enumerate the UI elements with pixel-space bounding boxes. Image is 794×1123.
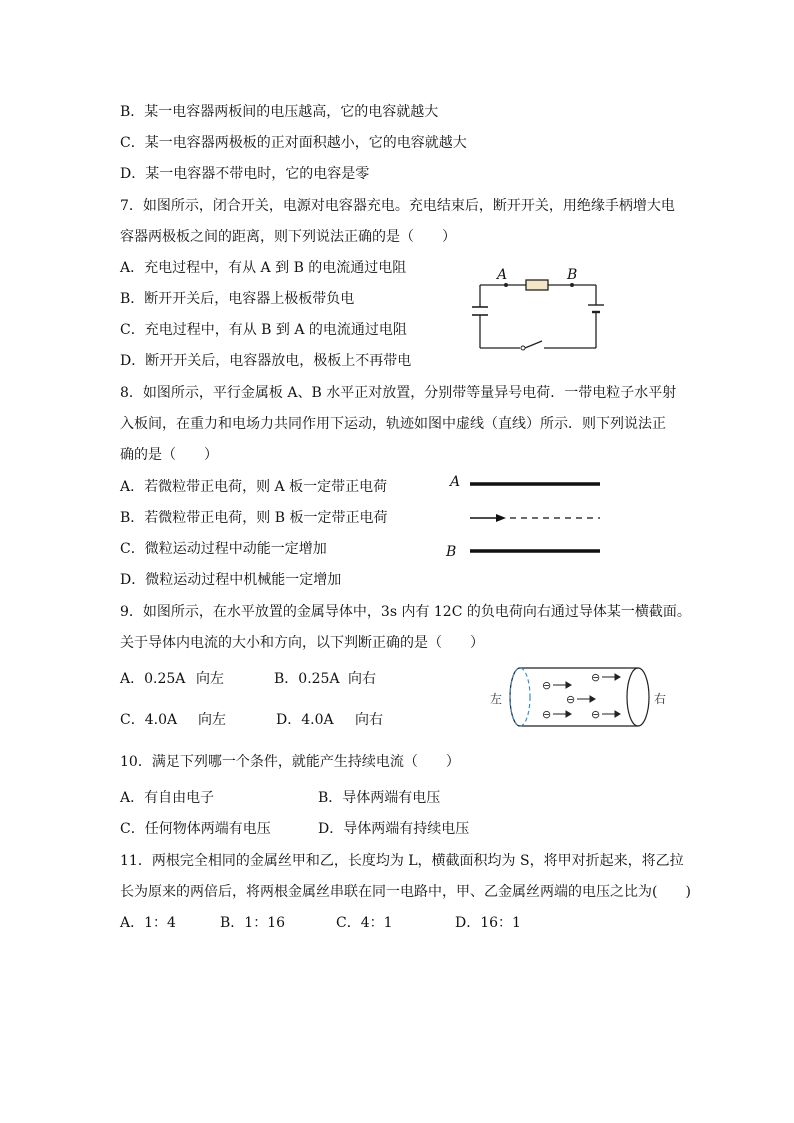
electron-icon: ⊖ xyxy=(591,671,601,684)
q11-stem-line2: 长为原来的两倍后，将两根金属丝串联在同一电路中，甲、乙金属丝两端的电压之比为( ) xyxy=(120,884,691,900)
q9-option-a-direction: 向左 xyxy=(196,671,224,687)
q11-option-c: C．4：1 xyxy=(336,915,393,931)
q9-option-c-direction: 向左 xyxy=(198,712,226,728)
q7-stem-line2: 容器两极板之间的距离，则下列说法正确的是（ ） xyxy=(120,229,456,245)
q9-option-d-value: D．4.0A xyxy=(276,712,334,728)
q10-option-a: A．有自由电子 xyxy=(120,790,215,806)
q9-label-left: 左 xyxy=(490,692,503,706)
q11-option-a: A．1：4 xyxy=(120,915,176,931)
q7-option-d: D．断开开关后，电容器放电，极板上不再带电 xyxy=(120,353,412,369)
arrow-head-icon xyxy=(496,514,506,522)
q9-option-c-value: C．4.0A xyxy=(120,712,178,728)
q10-stem: 10．满足下列哪一个条件，就能产生持续电流（ ） xyxy=(120,754,460,770)
switch-blade xyxy=(525,341,542,348)
q8-stem-line1: 8．如图所示，平行金属板 A、B 水平正对放置，分别带等量异号电荷．一带电粒子水平射 xyxy=(120,385,677,401)
cross-section-dashed xyxy=(510,668,530,726)
q8-label-b: B xyxy=(446,544,457,560)
q7-option-a: A．充电过程中，有从 A 到 B 的电流通过电阻 xyxy=(120,260,407,276)
q9-option-b-direction: 向右 xyxy=(348,671,376,687)
electron-icon: ⊖ xyxy=(591,708,601,721)
electron-icon: ⊖ xyxy=(566,693,576,706)
q11-option-d: D．16：1 xyxy=(455,915,521,931)
q9-option-d-direction: 向右 xyxy=(355,712,383,728)
q8-label-a: A xyxy=(450,474,461,490)
q9-stem-line1: 9．如图所示，在水平放置的金属导体中，3s 内有 12C 的负电荷向右通过导体某一横截面。 xyxy=(120,604,691,620)
q7-circuit-diagram xyxy=(470,265,610,355)
q9-label-right: 右 xyxy=(654,692,667,706)
q8-option-b: B．若微粒带正电荷，则 B 板一定带正电荷 xyxy=(120,510,388,526)
q6-option-d: D．某一电容器不带电时，它的电容是零 xyxy=(120,166,370,182)
q8-stem-line3: 确的是（ ） xyxy=(120,447,218,463)
q7-label-a: A xyxy=(497,267,508,283)
q7-stem-line1: 7．如图所示，闭合开关，电源对电容器充电。充电结束后，断开开关，用绝缘手柄增大电 xyxy=(120,198,675,214)
q8-plates-diagram xyxy=(444,470,614,565)
electron-icon: ⊖ xyxy=(542,708,552,721)
q6-option-b: B．某一电容器两板间的电压越高，它的电容就越大 xyxy=(120,104,439,120)
q9-conductor-diagram xyxy=(486,664,676,734)
q7-option-c: C．充电过程中，有从 B 到 A 的电流通过电阻 xyxy=(120,322,407,338)
q6-option-c: C．某一电容器两极板的正对面积越小，它的电容就越大 xyxy=(120,135,467,151)
q8-stem-line2: 入板间，在重力和电场力共同作用下运动，轨迹如图中虚线（直线）所示．则下列说法正 xyxy=(120,416,666,432)
q9-option-b-value: B．0.25A xyxy=(274,671,340,687)
q10-option-d: D．导体两端有持续电压 xyxy=(318,821,470,837)
q11-option-b: B．1：16 xyxy=(220,915,286,931)
electron-icon: ⊖ xyxy=(542,679,552,692)
q8-option-d: D．微粒运动过程中机械能一定增加 xyxy=(120,572,342,588)
q7-label-b: B xyxy=(567,267,578,283)
resistor-icon xyxy=(526,280,548,290)
q10-option-c: C．任何物体两端有电压 xyxy=(120,821,271,837)
q8-option-a: A．若微粒带正电荷，则 A 板一定带正电荷 xyxy=(120,479,388,495)
q11-stem-line1: 11．两根完全相同的金属丝甲和乙，长度均为 L，横截面积均为 S，将甲对折起来，将乙拉 xyxy=(120,853,684,869)
q8-option-c: C．微粒运动过程中动能一定增加 xyxy=(120,541,327,557)
q7-option-b: B．断开开关后，电容器上极板带负电 xyxy=(120,291,355,307)
q10-option-b: B．导体两端有电压 xyxy=(318,790,441,806)
q9-option-a-value: A．0.25A xyxy=(120,671,186,687)
q9-stem-line2: 关于导体内电流的大小和方向，以下判断正确的是（ ） xyxy=(120,635,484,651)
